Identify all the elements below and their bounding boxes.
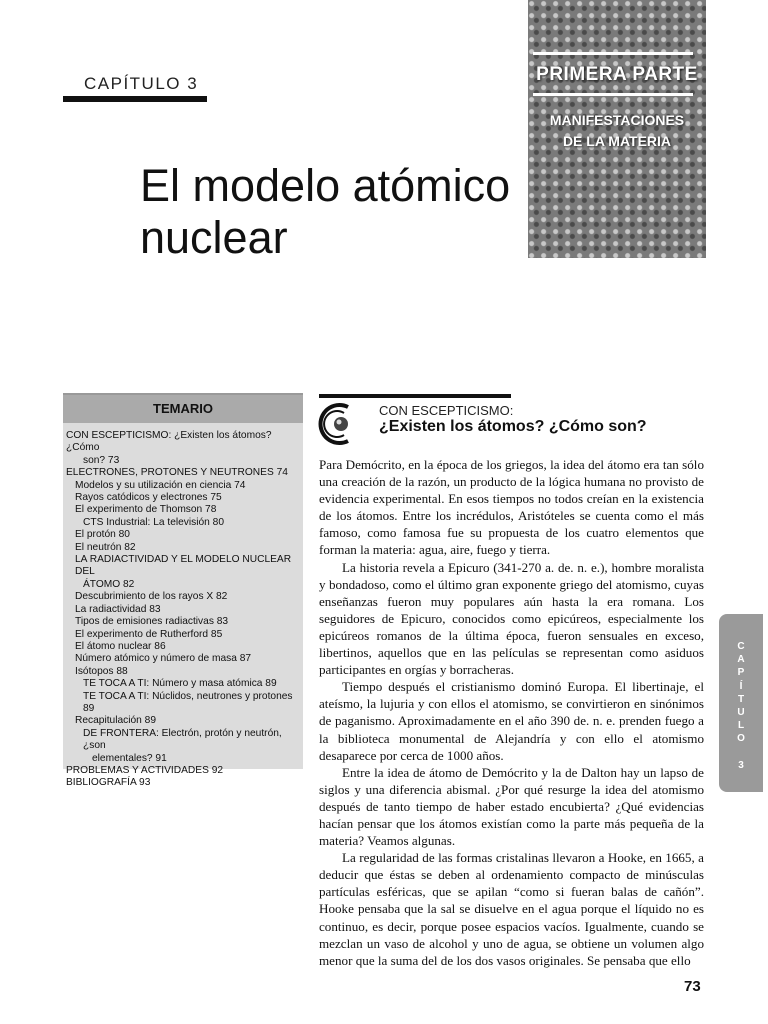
temario-item: Tipos de emisiones radiactivas 83 xyxy=(75,616,229,628)
body-text xyxy=(319,456,704,969)
temario-item: LA RADIACTIVIDAD Y EL MODELO NUCLEAR DEL xyxy=(75,554,292,578)
temario-item: 89 xyxy=(83,702,95,714)
temario-item: DE FRONTERA: Electrón, protón y neutrón, ¿son xyxy=(83,727,282,752)
temario-item: Isótopos 88 xyxy=(75,665,128,677)
section-kicker: CON ESCEPTICISMO: xyxy=(379,403,514,418)
side-tab-letter: C xyxy=(737,641,745,652)
side-tab-letter: P xyxy=(737,667,745,679)
side-tab-letter: L xyxy=(737,720,745,732)
chapter-title xyxy=(140,160,520,264)
side-tab-letter: A xyxy=(737,654,745,666)
side-tab-letter xyxy=(719,746,763,759)
side-tab-letter: 3 xyxy=(738,759,744,771)
temario-item: Descubrimiento de los rayos X 82 xyxy=(75,591,228,603)
banner-rule-bottom xyxy=(533,93,693,96)
temario-item: Rayos catódicos y electrones 75 xyxy=(75,492,222,504)
body-paragraph: Para Demócrito, en la época de los griegos, la idea del átomo era tan sólo una creación de la razón, un producto de la lógica humana no provisto de evidencia experimental. En esos tiempos no todos creían en la existencia de los átomos. Entre los incrédulos, Aristóteles se cuenta como el más famoso, como famosa fue su propuesta de los cuatro elementos que forman la materia: agua, aire, fuego y tierra. xyxy=(319,457,704,558)
banner-subtitle-line-1: MANIFESTACIONES xyxy=(549,112,685,128)
temario-item: CON ESCEPTICISMO: ¿Existen los átomos? ¿Cómo xyxy=(66,430,272,454)
title-line-2: nuclear xyxy=(140,212,288,263)
side-tab-letter: U xyxy=(737,707,745,719)
temario-item: TE TOCA A TI: Núclidos, neutrones y protones xyxy=(83,690,293,702)
temario-heading: TEMARIO xyxy=(63,395,303,423)
temario-item: TE TOCA A TI: Número y masa atómica 89 xyxy=(83,678,277,690)
chapter-label: CAPÍTULO 3 xyxy=(84,74,199,93)
temario-item: ELECTRONES, PROTONES Y NEUTRONES 74 xyxy=(66,467,288,479)
side-tab-letter: T xyxy=(737,693,745,705)
temario-item: PROBLEMAS Y ACTIVIDADES 92 xyxy=(66,764,224,776)
chapter-rule xyxy=(63,96,207,102)
temario-item: Modelos y su utilización en ciencia 74 xyxy=(75,479,246,491)
section-heading: ¿Existen los átomos? ¿Cómo son? xyxy=(379,418,647,435)
body-paragraph: La historia revela a Epicuro (341-270 a. de. n. e.), hombre moralista y bondadoso, como el último gran exponente griego del atomismo, cuyas enseñanzas fueron muy populares aún hasta la era romana. Los seguidores de Epicuro, conocidos como epicúreos, especialmente los epicúreos romanos de la última época, fueron sensuales en exceso, libertinos, aquellos que en las películas se representan como asiduos participantes en orgías y borracheras. xyxy=(319,559,704,678)
temario-item: elementales? 91 xyxy=(92,752,167,764)
banner-part-label: PRIMERA PARTE xyxy=(536,64,698,85)
temario-item: Número atómico y número de masa 87 xyxy=(75,653,252,665)
side-tab-letter: Í xyxy=(739,680,743,692)
body-paragraph: La regularidad de las formas cristalinas llevaron a Hooke, en 1665, a deducir que éstas se deben al ordenamiento compacto de minúsculas partículas esféricas, que se apilan “como si fueran balas de cañón”. Hooke pensaba que la sal se disuelve en el agua porque el líquido no es continuo, es decir, porque posee espacios vacíos. Igualmente, cuando se mezclan un vaso de alcohol y uno de agua, se obtiene un volumen algo menor que la suma del de los dos vasos originales. Se pensaba que ello xyxy=(319,850,704,968)
page-number: 73 xyxy=(684,978,701,995)
part-banner xyxy=(528,0,706,258)
banner-subtitle-line-2: DE LA MATERIA xyxy=(562,133,672,149)
temario-item: BIBLIOGRAFÍA 93 xyxy=(66,777,151,789)
side-tab-label xyxy=(719,640,763,772)
temario-item: son? 73 xyxy=(83,454,120,466)
temario-list xyxy=(66,430,302,790)
temario-item: El experimento de Thomson 78 xyxy=(75,504,217,516)
temario-item: El átomo nuclear 86 xyxy=(75,640,166,652)
temario-item: El neutrón 82 xyxy=(75,541,136,553)
banner-rule-top xyxy=(533,52,693,55)
temario-item: ÁTOMO 82 xyxy=(83,578,135,590)
title-line-1: El modelo atómico xyxy=(140,160,511,211)
temario-item: CTS Industrial: La televisión 80 xyxy=(83,516,224,528)
section-rule xyxy=(319,394,511,398)
temario-item: El protón 80 xyxy=(75,529,130,541)
side-tab-letter: O xyxy=(737,733,745,745)
body-paragraph: Tiempo después el cristianismo dominó Europa. El libertinaje, el ateísmo, la lujuria y con ellos el atomismo, se convirtieron en sinónimos de paganismo. Aproximadamente en el año 390 de. n. e. prenden fuego a la biblioteca monumental de Alejandría y con ello el atomismo desaparece por cerca de 1000 años. xyxy=(319,679,704,763)
body-paragraph: Entre la idea de átomo de Demócrito y la de Dalton hay un lapso de siglos y una diferencia abismal. ¿Por qué resurge la idea del atomismo después de tanto tiempo de haber estado encubierta? ¿Qué evidencias hacían pensar que los átomos existían como la parte más pequeña de la materia? Veamos algunas. xyxy=(319,764,704,849)
escepticismo-icon xyxy=(318,401,360,447)
temario-item: La radiactividad 83 xyxy=(75,603,161,615)
temario-item: El experimento de Rutherford 85 xyxy=(75,628,223,640)
temario-item: Recapitulación 89 xyxy=(75,715,156,727)
